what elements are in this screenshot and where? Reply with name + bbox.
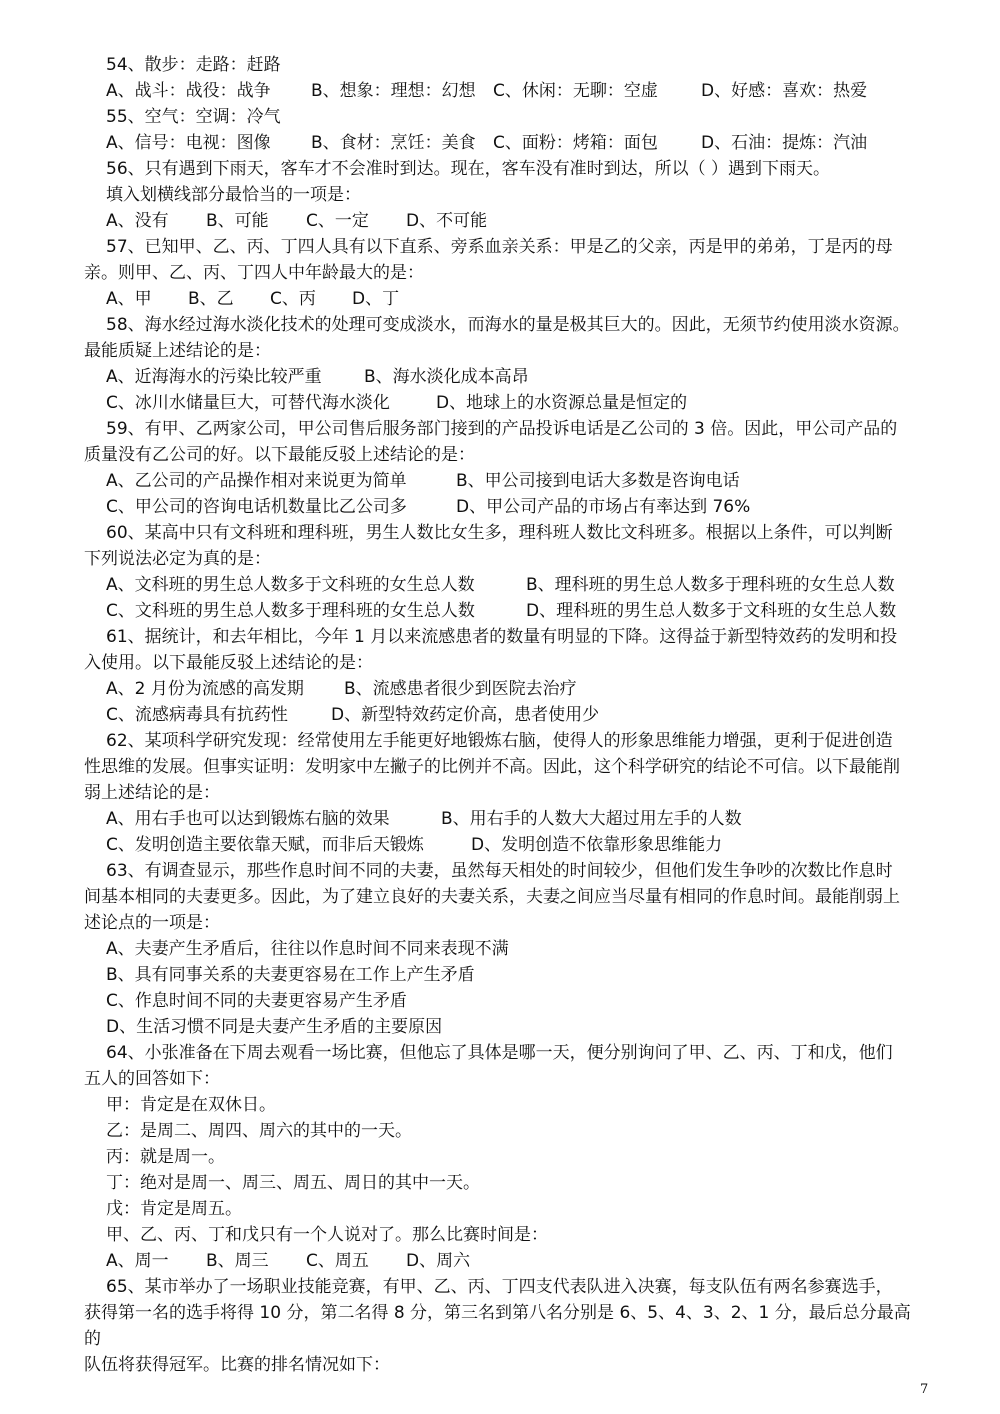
- answer-ding: 丁：绝对是周一、周三、周五、周日的其中一天。: [106, 1173, 480, 1193]
- question-64-stem: 64、小张准备在下周去观看一场比赛，但他忘了具体是哪一天，便分别询问了甲、乙、丙、丁和戊，他们: [106, 1043, 893, 1063]
- question-58-options-row2: [106, 390, 926, 416]
- option-b: B、海水淡化成本高昂: [364, 367, 529, 387]
- question-58-stem: 58、海水经过海水淡化技术的处理可变成淡水，而海水的量是极其巨大的。因此，无须节约使用淡水资源。: [106, 315, 910, 335]
- question-60-stem-cont: 下列说法必定为真的是：: [84, 549, 271, 569]
- answer-yi: 乙：是周二、周四、周六的其中的一天。: [106, 1121, 412, 1141]
- question-64-stem-cont: 五人的回答如下：: [84, 1069, 220, 1089]
- question-63-stem-cont2: 述论点的一项是：: [84, 913, 220, 933]
- question-56-prompt: 填入划横线部分最恰当的一项是：: [106, 185, 361, 205]
- question-59-stem-cont: 质量没有乙公司的好。以下最能反驳上述结论的是：: [84, 445, 475, 465]
- question-64-options: [106, 1248, 926, 1274]
- option-a: A、战斗：战役：战争: [106, 81, 271, 101]
- answer-wu: 戊：肯定是周五。: [106, 1199, 242, 1219]
- option-b: B、用右手的人数大大超过用左手的人数: [441, 809, 742, 829]
- option-c: C、休闲：无聊：空虚: [493, 81, 658, 101]
- question-56-stem: 56、只有遇到下雨天，客车才不会准时到达。现在，客车没有准时到达，所以（ ）遇到下雨天。: [106, 159, 831, 179]
- question-56-options: [106, 208, 926, 234]
- option-c: C、周五: [306, 1251, 369, 1271]
- question-65-stem-cont2: 队伍将获得冠军。比赛的排名情况如下：: [84, 1355, 390, 1375]
- option-d: D、发明创造不依靠形象思维能力: [471, 835, 723, 855]
- option-c: C、流感病毒具有抗药性: [106, 705, 288, 725]
- option-d: D、石油：提炼：汽油: [701, 133, 868, 153]
- option-b: B、具有同事关系的夫妻更容易在工作上产生矛盾: [106, 965, 475, 985]
- option-d: D、不可能: [406, 211, 488, 231]
- option-a: A、文科班的男生总人数多于文科班的女生总人数: [106, 575, 475, 595]
- option-a: A、甲: [106, 289, 152, 309]
- option-b: B、乙: [188, 289, 234, 309]
- question-61-stem-cont: 入使用。以下最能反驳上述结论的是：: [84, 653, 373, 673]
- option-a: A、没有: [106, 211, 169, 231]
- option-d: D、生活习惯不同是夫妻产生矛盾的主要原因: [106, 1017, 443, 1037]
- question-60-options-row2: [106, 598, 926, 624]
- question-62-options-row1: [106, 806, 926, 832]
- option-d: D、甲公司产品的市场占有率达到 76%: [456, 497, 751, 517]
- option-c: C、作息时间不同的夫妻更容易产生矛盾: [106, 991, 407, 1011]
- option-b: B、流感患者很少到医院去治疗: [344, 679, 577, 699]
- option-a: A、用右手也可以达到锻炼右脑的效果: [106, 809, 390, 829]
- question-57-stem: 57、已知甲、乙、丙、丁四人具有以下直系、旁系血亲关系：甲是乙的父亲，丙是甲的弟弟，丁是丙的母: [106, 237, 893, 257]
- question-55-options: [106, 130, 926, 156]
- question-65-stem: 65、某市举办了一场职业技能竞赛，有甲、乙、丙、丁四支代表队进入决赛，每支队伍有两名参赛选手，: [106, 1277, 893, 1297]
- question-60-stem: 60、某高中只有文科班和理科班，男生人数比女生多，理科班人数比文科班多。根据以上条件，可以判断: [106, 523, 893, 543]
- option-a: A、信号：电视：图像: [106, 133, 271, 153]
- option-c: C、发明创造主要依靠天赋，而非后天锻炼: [106, 835, 424, 855]
- question-57-stem-cont: 亲。则甲、乙、丙、丁四人中年龄最大的是：: [84, 263, 424, 283]
- option-b: B、想象：理想：幻想: [311, 81, 476, 101]
- option-c: C、面粉：烤箱：面包: [493, 133, 658, 153]
- question-60-options-row1: [106, 572, 926, 598]
- question-63-stem: 63、有调查显示，那些作息时间不同的夫妻，虽然每天相处的时间较少，但他们发生争吵的次数比作息时: [106, 861, 893, 881]
- question-61-options-row2: [106, 702, 926, 728]
- question-64-prompt: 甲、乙、丙、丁和戊只有一个人说对了。那么比赛时间是：: [106, 1225, 548, 1245]
- question-62-stem: 62、某项科学研究发现：经常使用左手能更好地锻炼右脑，使得人的形象思维能力增强，更利于促进创造: [106, 731, 893, 751]
- question-54-stem: 54、散步：走路：赶路: [106, 55, 281, 75]
- question-61-options-row1: [106, 676, 926, 702]
- question-62-options-row2: [106, 832, 926, 858]
- question-58-options-row1: [106, 364, 926, 390]
- option-a: A、乙公司的产品操作相对来说更为简单: [106, 471, 407, 491]
- option-c: C、冰川水储量巨大，可替代海水淡化: [106, 393, 390, 413]
- question-59-stem: 59、有甲、乙两家公司，甲公司售后服务部门接到的产品投诉电话是乙公司的 3 倍。因此，甲公司产品的: [106, 419, 898, 439]
- option-a: A、近海海水的污染比较严重: [106, 367, 322, 387]
- option-d: D、丁: [352, 289, 400, 309]
- option-b: B、理科班的男生总人数多于理科班的女生总人数: [526, 575, 895, 595]
- option-d: D、周六: [406, 1251, 471, 1271]
- question-62-stem-cont2: 弱上述结论的是：: [84, 783, 220, 803]
- question-59-options-row1: [106, 468, 926, 494]
- option-c: C、一定: [306, 211, 369, 231]
- option-b: B、食材：烹饪：美食: [311, 133, 476, 153]
- option-d: D、地球上的水资源总量是恒定的: [436, 393, 688, 413]
- question-62-stem-cont: 性思维的发展。但事实证明：发明家中左撇子的比例并不高。因此，这个科学研究的结论不可信。以下最能削: [84, 757, 900, 777]
- question-57-options: [106, 286, 926, 312]
- option-b: B、周三: [206, 1251, 269, 1271]
- question-65-stem-cont: 获得第一名的选手将得 10 分，第二名得 8 分，第三名到第八名分别是 6、5、4、3、2、1 分，最后总分最高的: [84, 1303, 911, 1349]
- option-d: D、好感：喜欢：热爱: [701, 81, 868, 101]
- option-a: A、2 月份为流感的高发期: [106, 679, 304, 699]
- question-list: [84, 52, 926, 1378]
- question-59-options-row2: [106, 494, 926, 520]
- option-b: B、甲公司接到电话大多数是咨询电话: [456, 471, 740, 491]
- option-c: C、丙: [270, 289, 316, 309]
- answer-jia: 甲：肯定是在双休日。: [106, 1095, 276, 1115]
- option-d: D、理科班的男生总人数多于文科班的女生总人数: [526, 601, 897, 621]
- question-63-stem-cont: 间基本相同的夫妻更多。因此，为了建立良好的夫妻关系，夫妻之间应当尽量有相同的作息时间。最能削弱上: [84, 887, 900, 907]
- answer-bing: 丙：就是周一。: [106, 1147, 225, 1167]
- option-c: C、甲公司的咨询电话机数量比乙公司多: [106, 497, 407, 517]
- question-61-stem: 61、据统计，和去年相比，今年 1 月以来流感患者的数量有明显的下降。这得益于新型特效药的发明和投: [106, 627, 898, 647]
- option-d: D、新型特效药定价高，患者使用少: [331, 705, 600, 725]
- option-c: C、文科班的男生总人数多于理科班的女生总人数: [106, 601, 475, 621]
- question-54-options: [106, 78, 926, 104]
- option-b: B、可能: [206, 211, 269, 231]
- option-a: A、夫妻产生矛盾后，往往以作息时间不同来表现不满: [106, 939, 509, 959]
- question-55-stem: 55、空气：空调：冷气: [106, 107, 281, 127]
- question-58-stem-cont: 最能质疑上述结论的是：: [84, 341, 271, 361]
- option-a: A、周一: [106, 1251, 169, 1271]
- page-number: 7: [920, 1382, 929, 1397]
